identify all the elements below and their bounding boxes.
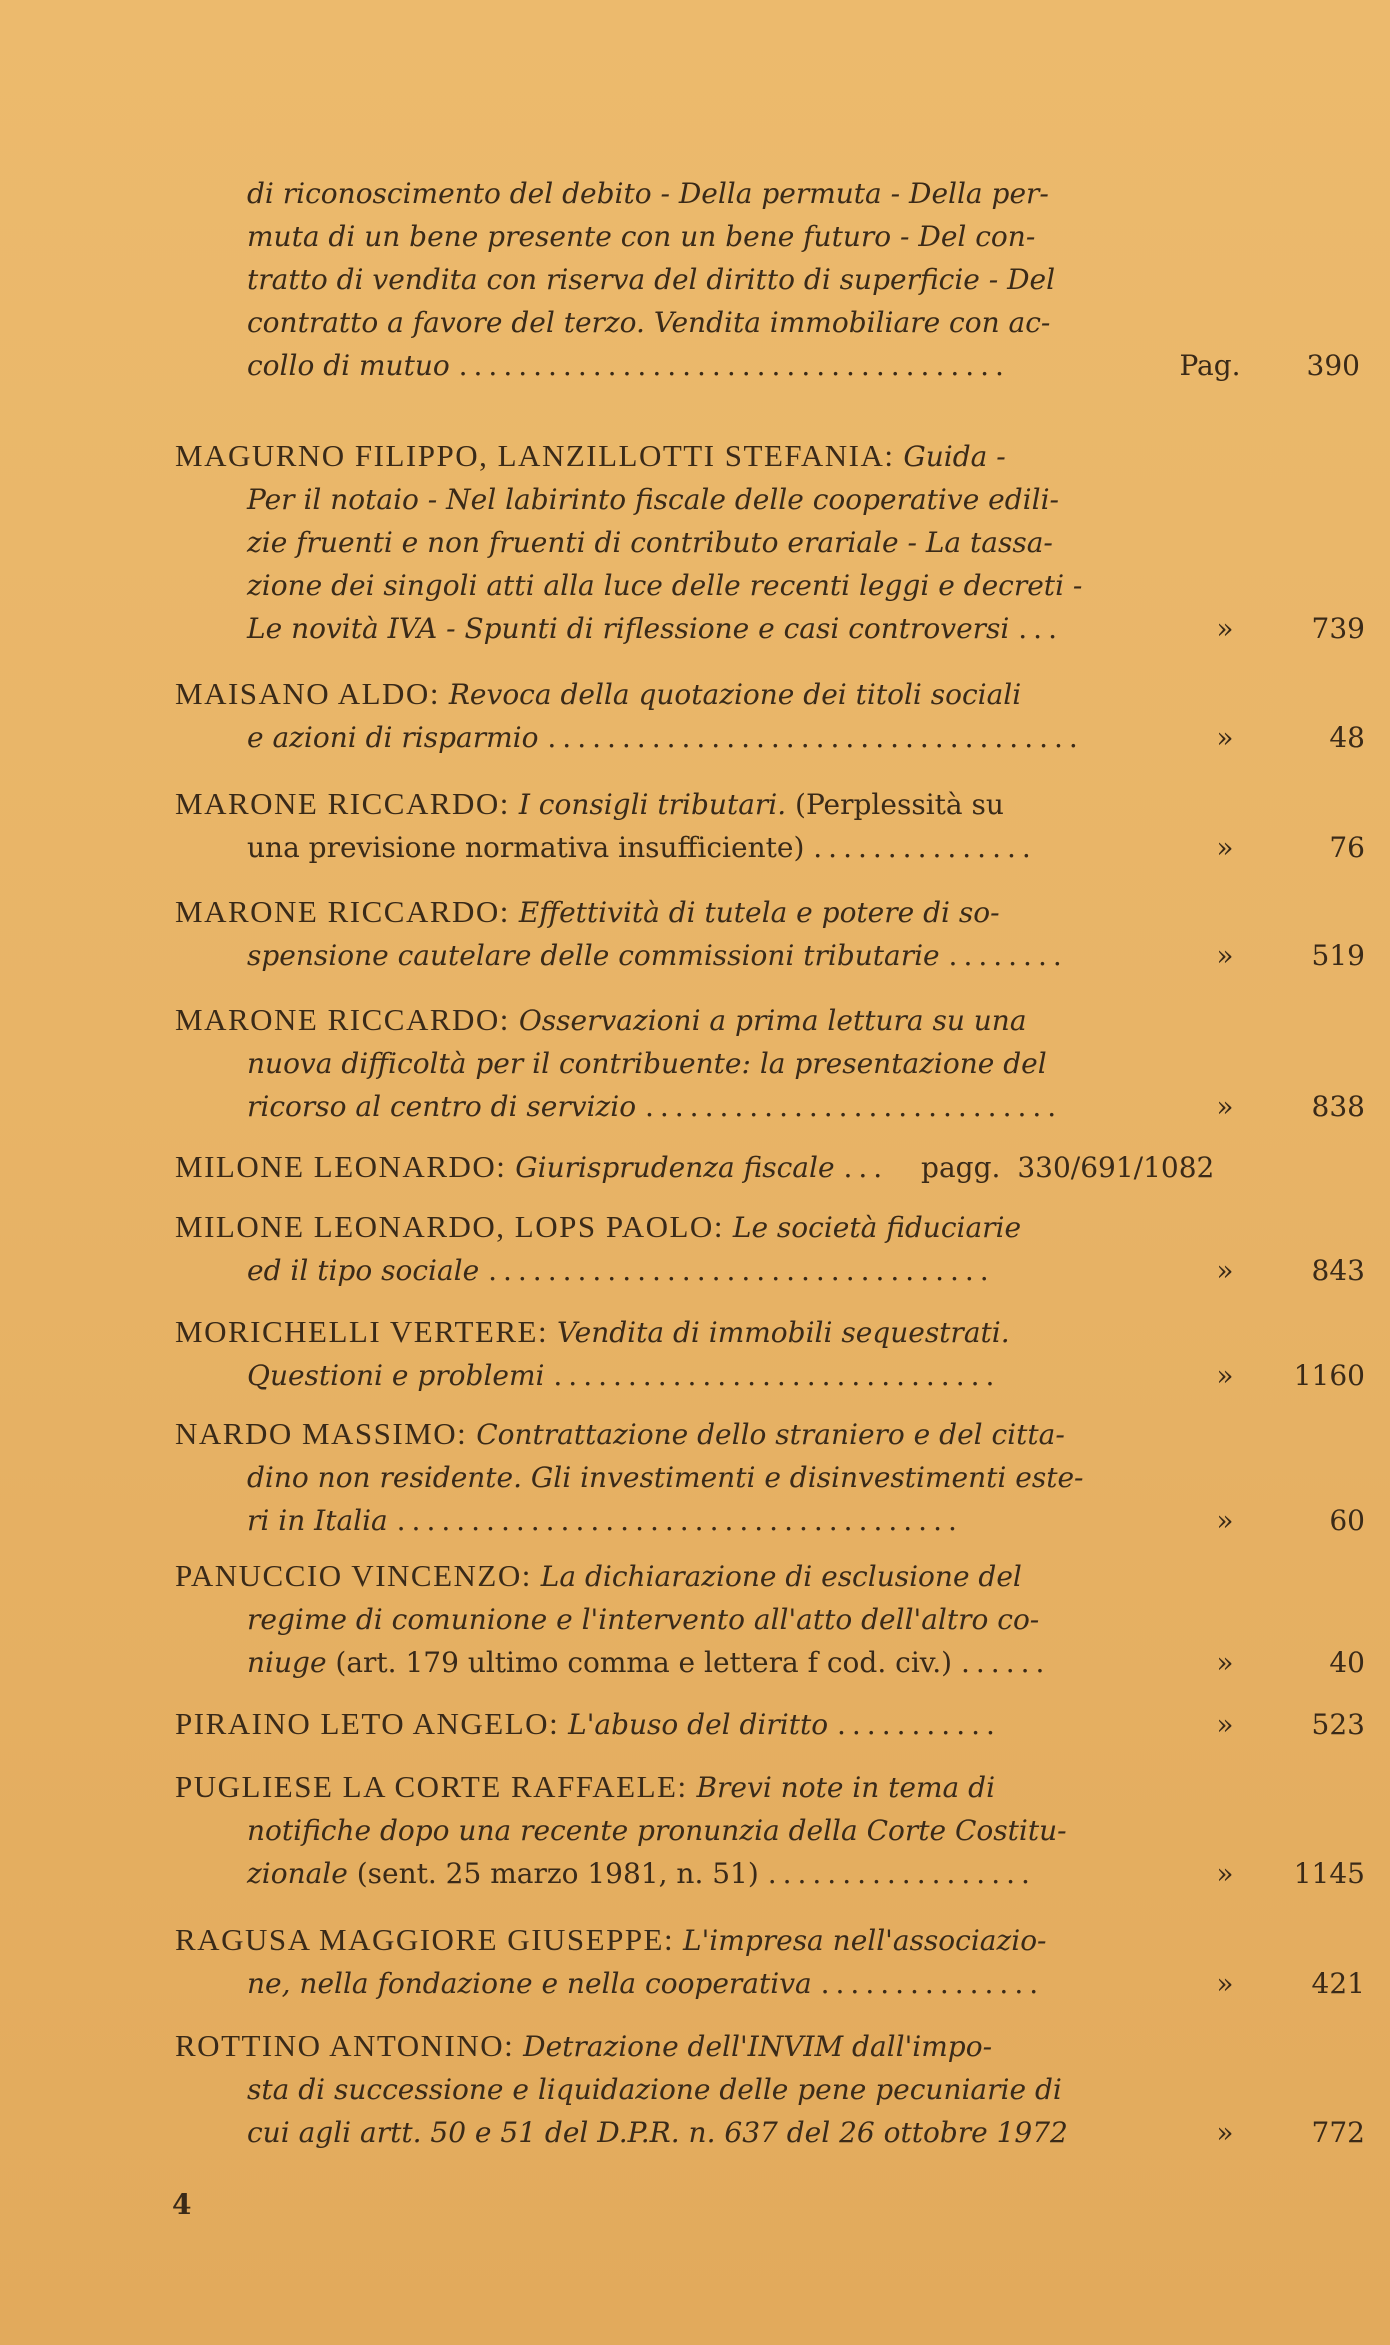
- page-ref-number: 60: [1329, 1504, 1365, 1537]
- entry-author: MORICHELLI VERTERE:: [175, 1314, 549, 1349]
- entry-title-line: e azioni di risparmio: [247, 721, 539, 754]
- entry-author: MARONE RICCARDO:: [175, 786, 510, 821]
- entry-title: Le società fiduciarie: [732, 1211, 1022, 1244]
- entry-title-line: cui agli artt. 50 e 51 del D.P.R. n. 637 del 26 ottobre 1972: [247, 2116, 1068, 2149]
- page-ref-label: »: [1216, 1090, 1234, 1123]
- index-entry: PUGLIESE LA CORTE RAFFAELE: Brevi note in tema di notifiche dopo una recente pronunzia della Corte Costitu- zionale (sent. 25 marzo 1981, n. 51) .................. » 1145: [175, 1765, 1365, 1895]
- entry-note: (Perplessità su: [795, 788, 1004, 821]
- index-entry: MAGURNO FILIPPO, LANZILLOTTI STEFANIA: Guida - Per il notaio - Nel labirinto fiscale delle cooperative edili- zie fruenti e non fruenti di contributo erariale - La tassa- zione dei singoli atti alla luce delle recenti leggi e decreti - Le novità IVA - Spunti di riflessione e casi controversi ... » 739: [175, 434, 1365, 650]
- page-reference: [1195, 1085, 1365, 1128]
- page-ref-label: »: [1216, 2116, 1234, 2149]
- entry-note-line: (sent. 25 marzo 1981, n. 51): [356, 1857, 759, 1890]
- page-ref-label: »: [1216, 612, 1234, 645]
- entry-title-line: tratto di vendita con riserva del diritto di superficie - Del: [247, 263, 1056, 296]
- entry-note-line: una previsione normativa insufficiente): [247, 831, 805, 864]
- entry-title: Osservazioni a prima lettura su una: [518, 1004, 1027, 1037]
- entry-title-line: nuova difficoltà per il contribuente: la presentazione del: [247, 1047, 1047, 1080]
- entry-title-line: muta di un bene presente con un bene futuro - Del con-: [247, 220, 1036, 253]
- page-ref-label: »: [1216, 721, 1234, 754]
- page-reference: [1195, 1249, 1365, 1292]
- page-ref-label: »: [1216, 831, 1234, 864]
- page-reference: [1195, 1703, 1365, 1746]
- index-entry: MILONE LEONARDO: Giurisprudenza fiscale ... pagg. 330/691/1082: [175, 1149, 1215, 1184]
- index-entry: MILONE LEONARDO, LOPS PAOLO: Le società fiduciarie ed il tipo sociale .................................. » 843: [175, 1205, 1365, 1292]
- index-entry: di riconoscimento del debito - Della permuta - Della per- muta di un bene presente con un bene futuro - Del con- tratto di vendita con riserva del diritto di superficie - Del contratto a favore del terzo. Vendita immobiliare con ac- collo di mutuo ..................................... Pag. 390: [175, 172, 1360, 387]
- page-ref-label: »: [1216, 1504, 1234, 1537]
- page-ref-label: Pag.: [1179, 349, 1241, 382]
- page-ref-label: »: [1216, 1708, 1234, 1741]
- page-reference: [1195, 1641, 1365, 1684]
- page-ref-label: »: [1216, 1646, 1234, 1679]
- entry-title: Detrazione dell'INVIM dall'impo-: [523, 2030, 993, 2063]
- entry-author: MAGURNO FILIPPO, LANZILLOTTI STEFANIA:: [175, 438, 895, 473]
- page-reference: [1195, 934, 1365, 977]
- index-entry: MARONE RICCARDO: Effettività di tutela e potere di so- spensione cautelare delle commissioni tributarie ........ » 519: [175, 890, 1365, 977]
- page-ref-number: 421: [1311, 1967, 1365, 2000]
- page-ref-label: »: [1216, 939, 1234, 972]
- entry-title: Giurisprudenza fiscale: [515, 1151, 835, 1184]
- page-ref-number: 1145: [1293, 1857, 1365, 1890]
- entry-title-line: ne, nella fondazione e nella cooperativa: [247, 1967, 812, 2000]
- entry-title: L'abuso del diritto: [568, 1708, 829, 1741]
- entry-title: Effettività di tutela e potere di so-: [518, 896, 1000, 929]
- page-reference: [1170, 344, 1360, 387]
- entry-title: La dichiarazione di esclusione del: [540, 1560, 1022, 1593]
- entry-title-line: sta di successione e liquidazione delle pene pecuniarie di: [247, 2073, 1062, 2106]
- page-reference: [1195, 826, 1365, 869]
- entry-note-line: (art. 179 ultimo comma e lettera f cod. civ.): [335, 1646, 953, 1679]
- page-ref-number: 390: [1306, 349, 1360, 382]
- page-ref-number: 523: [1311, 1708, 1365, 1741]
- page-ref-number: 330/691/1082: [1017, 1151, 1215, 1184]
- entry-author: NARDO MASSIMO:: [175, 1416, 468, 1451]
- page-ref-label: »: [1216, 1359, 1234, 1392]
- page-ref-number: 838: [1311, 1090, 1365, 1123]
- entry-author: MAISANO ALDO:: [175, 676, 440, 711]
- entry-title-line: ri in Italia: [247, 1504, 388, 1537]
- entry-title-line: ed il tipo sociale: [247, 1254, 480, 1287]
- entry-title-line: Le novità IVA - Spunti di riflessione e casi controversi: [247, 612, 1010, 645]
- entry-author: ROTTINO ANTONINO:: [175, 2028, 515, 2063]
- index-entry: MAISANO ALDO: Revoca della quotazione dei titoli sociali e azioni di risparmio .................................... » 48: [175, 672, 1365, 759]
- entry-title-line: dino non residente. Gli investimenti e disinvestimenti este-: [247, 1461, 1084, 1494]
- page-ref-number: 1160: [1293, 1359, 1365, 1392]
- entry-title: L'impresa nell'associazio-: [683, 1924, 1047, 1957]
- entry-author: MILONE LEONARDO:: [175, 1149, 507, 1184]
- page-ref-label: »: [1216, 1967, 1234, 2000]
- index-entry: PANUCCIO VINCENZO: La dichiarazione di esclusione del regime di comunione e l'intervento all'atto dell'altro co- niuge (art. 179 ultimo comma e lettera f cod. civ.) ...... » 40: [175, 1554, 1365, 1684]
- entry-author: MILONE LEONARDO, LOPS PAOLO:: [175, 1209, 724, 1244]
- entry-title-line: Questioni e problemi: [247, 1359, 545, 1392]
- page-reference: [1195, 607, 1365, 650]
- entry-title-line: ricorso al centro di servizio: [247, 1090, 637, 1123]
- page-ref-number: 76: [1329, 831, 1365, 864]
- page-ref-label: »: [1216, 1857, 1234, 1890]
- page-reference: [1195, 1499, 1365, 1542]
- entry-author: PIRAINO LETO ANGELO:: [175, 1706, 560, 1741]
- entry-author: PUGLIESE LA CORTE RAFFAELE:: [175, 1769, 688, 1804]
- entry-title-line: Per il notaio - Nel labirinto fiscale delle cooperative edili-: [247, 483, 1059, 516]
- page-ref-number: 519: [1311, 939, 1365, 972]
- page-ref-label: pagg.: [921, 1151, 1001, 1184]
- entry-author: MARONE RICCARDO:: [175, 894, 510, 929]
- page-reference: [1195, 1962, 1365, 2005]
- entry-title: Brevi note in tema di: [696, 1771, 996, 1804]
- entry-title-line: zionale: [247, 1857, 348, 1890]
- index-entry: MARONE RICCARDO: I consigli tributari. (Perplessità su una previsione normativa insufficiente) ............... » 76: [175, 782, 1365, 869]
- entry-author: PANUCCIO VINCENZO:: [175, 1558, 532, 1593]
- page-reference: [1195, 1852, 1365, 1895]
- page-ref-number: 843: [1311, 1254, 1365, 1287]
- entry-title: Revoca della quotazione dei titoli sociali: [448, 678, 1022, 711]
- entry-title: Contrattazione dello straniero e del citta-: [476, 1418, 1065, 1451]
- index-entry: [175, 2024, 1365, 2154]
- entry-title-line: zie fruenti e non fruenti di contributo erariale - La tassa-: [247, 526, 1053, 559]
- entry-title-line: di riconoscimento del debito - Della permuta - Della per-: [247, 177, 1049, 210]
- entry-title: Guida -: [903, 440, 1006, 473]
- entry-title-line: collo di mutuo: [247, 349, 450, 382]
- entry-author: MARONE RICCARDO:: [175, 1002, 510, 1037]
- page-ref-number: 40: [1329, 1646, 1365, 1679]
- page-reference: [1195, 2111, 1365, 2154]
- entry-title-line: zione dei singoli atti alla luce delle recenti leggi e decreti -: [247, 569, 1083, 602]
- page-ref-number: 739: [1311, 612, 1365, 645]
- page-number: 4: [172, 2188, 192, 2221]
- page-ref-number: 48: [1329, 721, 1365, 754]
- entry-author: RAGUSA MAGGIORE GIUSEPPE:: [175, 1922, 675, 1957]
- entry-title-line: contratto a favore del terzo. Vendita immobiliare con ac-: [247, 306, 1051, 339]
- index-entry: NARDO MASSIMO: Contrattazione dello straniero e del citta- dino non residente. Gli investimenti e disinvestimenti este- ri in Italia ...................................... » 60: [175, 1412, 1365, 1542]
- index-entry: PIRAINO LETO ANGELO: L'abuso del diritto ........... » 523: [175, 1702, 1365, 1746]
- entry-title-line: notifiche dopo una recente pronunzia della Corte Costitu-: [247, 1814, 1067, 1847]
- entry-title-line: regime di comunione e l'intervento all'atto dell'altro co-: [247, 1603, 1040, 1636]
- page-ref-number: 772: [1311, 2116, 1365, 2149]
- page-reference: [1195, 1354, 1365, 1397]
- index-entry: RAGUSA MAGGIORE GIUSEPPE: L'impresa nell'associazio- ne, nella fondazione e nella cooperativa ............... » 421: [175, 1918, 1365, 2005]
- index-entry: MORICHELLI VERTERE: Vendita di immobili sequestrati. Questioni e problemi .............................. » 1160: [175, 1310, 1365, 1397]
- page-ref-label: »: [1216, 1254, 1234, 1287]
- entry-title: I consigli tributari.: [518, 788, 787, 821]
- entry-title-line: niuge: [247, 1646, 327, 1679]
- entry-title-line: spensione cautelare delle commissioni tributarie: [247, 939, 940, 972]
- entry-title: Vendita di immobili sequestrati.: [556, 1316, 1010, 1349]
- page-reference: [1195, 716, 1365, 759]
- index-entry: MARONE RICCARDO: Osservazioni a prima lettura su una nuova difficoltà per il contribuente: la presentazione del ricorso al centro di servizio ............................ » 838: [175, 998, 1365, 1128]
